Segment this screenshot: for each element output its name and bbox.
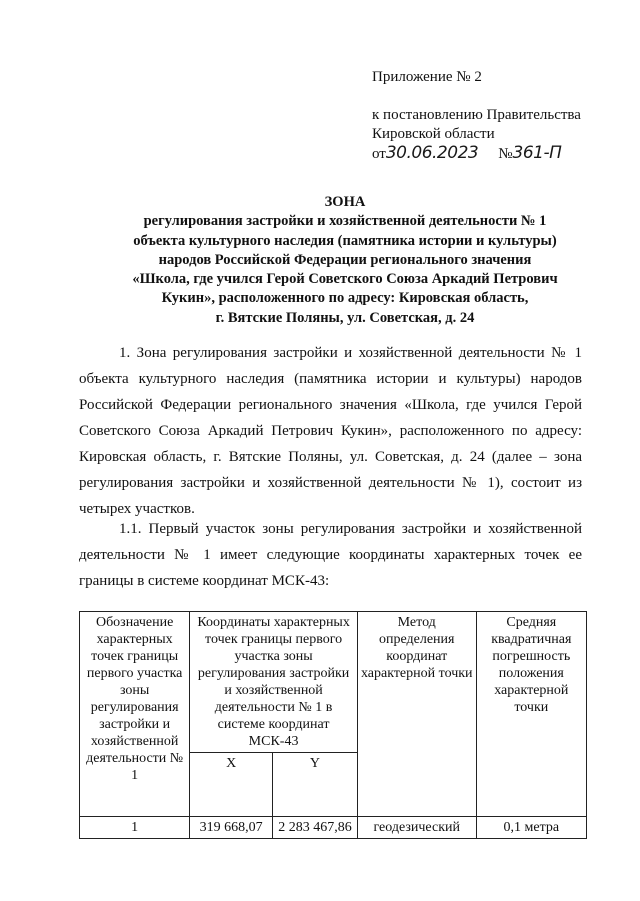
- title-line: Кукин», расположенного по адресу: Кировская область,: [161, 290, 529, 307]
- handwritten-date: 30.06.2023: [385, 143, 479, 163]
- handwritten-number: 361-П: [512, 143, 562, 163]
- document-title: [90, 193, 600, 328]
- header-point-designation: Обозначение характерных точек границы первого участка зоны регулирования застройки и хозяйственной деятельности № 1: [80, 612, 190, 817]
- header-x: X: [190, 753, 273, 817]
- date-prefix: от: [372, 146, 386, 162]
- cell-y: 2 283 467,86: [273, 817, 358, 839]
- title-line: ЗОНА: [324, 194, 366, 210]
- cell-x: 319 668,07: [190, 817, 273, 839]
- number-prefix: №: [498, 146, 513, 162]
- table-row: [80, 817, 587, 839]
- header-error: Средняя квадратичная погрешность положения характерной точки: [476, 612, 586, 817]
- paragraph-1-1: 1.1. Первый участок зоны регулирования застройки и хозяйственной деятельности № 1 имеет следующие координаты характерных точек ее границы в системе координат МСК-43:: [79, 521, 582, 589]
- header-method: Метод определения координат характерной точки: [357, 612, 476, 817]
- coordinates-table: [79, 611, 587, 839]
- title-line: объекта культурного наследия (памятника истории и культуры): [133, 232, 557, 249]
- cell-point: 1: [80, 817, 190, 839]
- title-line: г. Вятские Поляны, ул. Советская, д. 24: [215, 309, 475, 326]
- appendix-ref-line2: Кировской области: [372, 126, 495, 142]
- paragraph-1: 1. Зона регулирования застройки и хозяйственной деятельности № 1 объекта культурного наследия (памятника истории и культуры) народов Российской Федерации регионального значения «Школа, где учился Герой Советского Союза Аркадий Петрович Кукин», расположенного по адресу: Кировская область, г. Вятские Поляны, ул. Советская, д. 24 (далее – зона регулирования застройки и хозяйственной деятельности № 1), состоит из четырех участков.: [79, 345, 582, 517]
- appendix-title: Приложение № 2: [372, 69, 482, 85]
- cell-error: 0,1 метра: [476, 817, 586, 839]
- title-line: народов Российской Федерации регионального значения: [158, 251, 532, 268]
- appendix-date-number-line: [372, 144, 622, 164]
- header-y: Y: [273, 753, 358, 817]
- title-line: регулирования застройки и хозяйственной деятельности № 1: [143, 213, 547, 230]
- appendix-reference: [372, 106, 622, 164]
- appendix-ref-line1: к постановлению Правительства: [372, 107, 581, 123]
- table-header-row: [80, 612, 587, 753]
- header-coordinates: Координаты характерных точек границы первого участка зоны регулирования застройки и хозяйственной деятельности № 1 в системе координат МСК-43: [190, 612, 358, 753]
- title-line: «Школа, где учился Герой Советского Союза Аркадий Петрович: [132, 271, 558, 288]
- cell-method: геодезический: [357, 817, 476, 839]
